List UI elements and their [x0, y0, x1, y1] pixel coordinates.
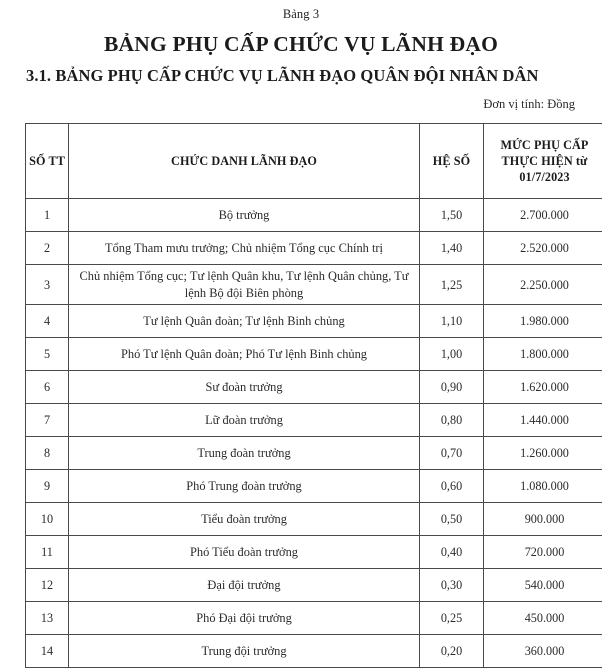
table-row: [26, 265, 602, 305]
cell-stt: 11: [26, 536, 69, 569]
cell-amount: 450.000: [484, 602, 602, 635]
cell-role: Phó Trung đoàn trưởng: [69, 470, 420, 503]
cell-amount: 2.250.000: [484, 265, 602, 305]
column-header-amount-line1: MỨC PHỤ CẤP: [487, 137, 602, 153]
cell-amount: 540.000: [484, 569, 602, 602]
cell-stt: 1: [26, 199, 69, 232]
cell-coefficient: 0,40: [420, 536, 484, 569]
cell-amount: 1.620.000: [484, 371, 602, 404]
cell-role: Phó Đại đội trưởng: [69, 602, 420, 635]
cell-amount: 360.000: [484, 635, 602, 668]
cell-role: Đại đội trưởng: [69, 569, 420, 602]
cell-coefficient: 1,00: [420, 338, 484, 371]
cell-coefficient: 0,25: [420, 602, 484, 635]
table-row: [26, 305, 602, 338]
cell-amount: 2.700.000: [484, 199, 602, 232]
page-subtitle: 3.1. BẢNG PHỤ CẤP CHỨC VỤ LÃNH ĐẠO QUÂN ĐỘI NHÂN DÂN: [26, 67, 602, 86]
cell-coefficient: 0,70: [420, 437, 484, 470]
cell-amount: 1.980.000: [484, 305, 602, 338]
cell-role: Bộ trưởng: [69, 199, 420, 232]
cell-coefficient: 0,30: [420, 569, 484, 602]
cell-stt: 3: [26, 265, 69, 305]
cell-stt: 12: [26, 569, 69, 602]
table-row: [26, 338, 602, 371]
cell-amount: 1.260.000: [484, 437, 602, 470]
cell-amount: 1.800.000: [484, 338, 602, 371]
table-row: [26, 232, 602, 265]
cell-stt: 9: [26, 470, 69, 503]
unit-note: Đơn vị tính: Đồng: [0, 98, 575, 112]
table-row: [26, 569, 602, 602]
cell-stt: 13: [26, 602, 69, 635]
cell-amount: 2.520.000: [484, 232, 602, 265]
cell-role: Trung đoàn trưởng: [69, 437, 420, 470]
cell-coefficient: 0,60: [420, 470, 484, 503]
table-row: [26, 371, 602, 404]
table-body: [26, 199, 602, 668]
cell-coefficient: 1,10: [420, 305, 484, 338]
table-row: [26, 503, 602, 536]
cell-coefficient: 0,80: [420, 404, 484, 437]
table-row: [26, 404, 602, 437]
column-header-coefficient: HỆ SỐ: [420, 124, 484, 199]
table-row: [26, 199, 602, 232]
cell-role: Tư lệnh Quân đoàn; Tư lệnh Binh chủng: [69, 305, 420, 338]
cell-coefficient: 0,50: [420, 503, 484, 536]
cell-amount: 720.000: [484, 536, 602, 569]
cell-stt: 5: [26, 338, 69, 371]
column-header-amount: [484, 124, 602, 199]
page-title: BẢNG PHỤ CẤP CHỨC VỤ LÃNH ĐẠO: [0, 32, 602, 57]
table-header-row: [26, 124, 602, 199]
cell-coefficient: 1,40: [420, 232, 484, 265]
cell-stt: 2: [26, 232, 69, 265]
cell-stt: 10: [26, 503, 69, 536]
column-header-role: CHỨC DANH LÃNH ĐẠO: [69, 124, 420, 199]
cell-role: Phó Tiểu đoàn trưởng: [69, 536, 420, 569]
cell-role: Lữ đoàn trưởng: [69, 404, 420, 437]
table-label: Bảng 3: [0, 8, 602, 22]
cell-coefficient: 1,50: [420, 199, 484, 232]
table-container: [25, 123, 577, 668]
cell-stt: 7: [26, 404, 69, 437]
cell-stt: 8: [26, 437, 69, 470]
table-row: [26, 536, 602, 569]
cell-coefficient: 1,25: [420, 265, 484, 305]
column-header-stt: SỐ TT: [26, 124, 69, 199]
table-header: [26, 124, 602, 199]
cell-stt: 4: [26, 305, 69, 338]
cell-role: Phó Tư lệnh Quân đoàn; Phó Tư lệnh Binh chủng: [69, 338, 420, 371]
cell-stt: 14: [26, 635, 69, 668]
cell-amount: 1.440.000: [484, 404, 602, 437]
cell-role: Chủ nhiệm Tổng cục; Tư lệnh Quân khu, Tư lệnh Quân chủng, Tư lệnh Bộ đội Biên phòng: [69, 265, 420, 305]
cell-stt: 6: [26, 371, 69, 404]
table-row: [26, 602, 602, 635]
allowance-table: [25, 123, 602, 668]
cell-role: Sư đoàn trưởng: [69, 371, 420, 404]
document-page: [0, 8, 602, 671]
column-header-amount-line2: THỰC HIỆN từ: [487, 153, 602, 169]
cell-role: Trung đội trưởng: [69, 635, 420, 668]
cell-role: Tổng Tham mưu trưởng; Chủ nhiệm Tổng cục Chính trị: [69, 232, 420, 265]
cell-coefficient: 0,20: [420, 635, 484, 668]
cell-amount: 1.080.000: [484, 470, 602, 503]
cell-coefficient: 0,90: [420, 371, 484, 404]
column-header-amount-line3: 01/7/2023: [487, 169, 602, 185]
cell-amount: 900.000: [484, 503, 602, 536]
table-row: [26, 470, 602, 503]
cell-role: Tiểu đoàn trưởng: [69, 503, 420, 536]
table-row: [26, 437, 602, 470]
